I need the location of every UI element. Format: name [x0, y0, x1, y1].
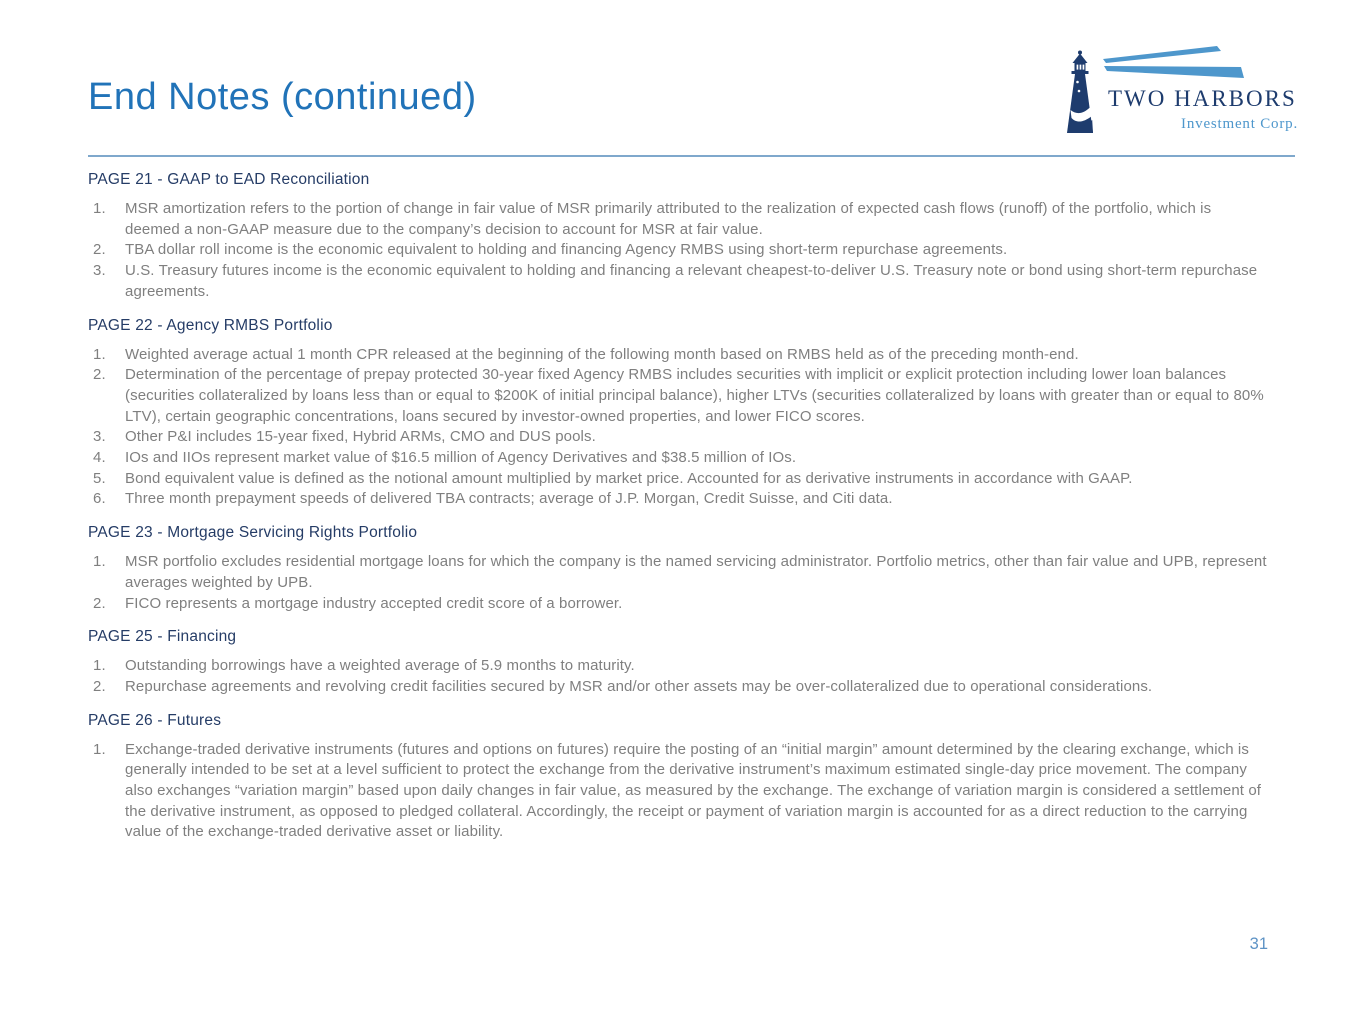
item-number: 5. — [93, 469, 106, 487]
item-number: 1. — [93, 657, 106, 675]
note-item — [88, 552, 1270, 593]
item-number: 1. — [93, 345, 106, 363]
item-text: MSR portfolio excludes residential mortgage loans for which the company is the named servicing administrator. Portfolio metrics, other than fair value and UPB, represent averages weighted by UPB. — [125, 553, 1267, 591]
section-page-25 — [88, 628, 1270, 697]
note-item — [88, 594, 1270, 615]
note-item — [88, 656, 1270, 677]
item-text: Other P&I includes 15-year fixed, Hybrid ARMs, CMO and DUS pools. — [125, 428, 596, 446]
section-heading: PAGE 23 - Mortgage Servicing Rights Portfolio — [88, 524, 418, 542]
item-text: TBA dollar roll income is the economic equivalent to holding and financing Agency RMBS using short-term repurchase agreements. — [125, 241, 1008, 259]
item-text: Weighted average actual 1 month CPR released at the beginning of the following month based on RMBS held as of the preceding month-end. — [125, 345, 1079, 363]
light-beam-lower — [1104, 66, 1244, 78]
item-number: 3. — [93, 262, 106, 280]
note-list — [88, 345, 1270, 511]
logo-subtitle: Investment Corp. — [1181, 116, 1298, 132]
section-page-22 — [88, 317, 1270, 511]
note-item — [88, 740, 1270, 844]
note-item — [88, 677, 1270, 698]
item-number: 2. — [93, 594, 106, 612]
item-number: 1. — [93, 200, 106, 217]
company-logo — [1063, 46, 1298, 138]
section-page-23 — [88, 524, 1270, 614]
item-text: U.S. Treasury futures income is the economic equivalent to holding and financing a relevant cheapest-to-deliver U.S. Treasury note or bond using short-term repurchase agreements. — [125, 262, 1258, 300]
item-number: 1. — [93, 740, 106, 758]
page-title: End Notes (continued) — [88, 76, 477, 118]
note-item — [88, 240, 1270, 261]
note-item — [88, 199, 1270, 240]
light-beam-upper — [1103, 46, 1221, 63]
item-number: 1. — [93, 553, 106, 571]
section-heading: PAGE 21 - GAAP to EAD Reconciliation — [88, 171, 370, 188]
item-text: Bond equivalent value is defined as the notional amount multiplied by market price. Accounted for as derivative instruments in accordance with GAAP. — [125, 469, 1133, 487]
section-page-21 — [88, 171, 1270, 303]
logo-company-name: TWO HARBORS — [1108, 86, 1297, 111]
section-heading: PAGE 25 - Financing — [88, 628, 237, 646]
end-notes-content — [88, 157, 1270, 843]
item-text: IOs and IIOs represent market value of $16.5 million of Agency Derivatives and $38.5 million of IOs. — [125, 449, 797, 467]
item-number: 2. — [93, 677, 106, 695]
note-item — [88, 489, 1270, 510]
item-text: Exchange-traded derivative instruments (futures and options on futures) require the posting of an “initial margin” amount determined by the clearing exchange, which is generally intended to be set at a level sufficient to protect the exchange from the derivative instrument’s maximum estimated single-day price movement. The company also exchanges “variation margin” based upon daily changes in fair value, as measured by the exchange. The exchange of variation margin is considered a settlement of the derivative instrument, as opposed to pledged collateral. Accordingly, the receipt or payment of variation margin is accounted for as a direct reduction to the carrying value of the exchange-traded derivative asset or liability. — [125, 740, 1262, 841]
item-text: Outstanding borrowings have a weighted average of 5.9 months to maturity. — [125, 657, 635, 675]
section-heading: PAGE 22 - Agency RMBS Portfolio — [88, 316, 333, 334]
note-item — [88, 365, 1270, 427]
note-list — [88, 740, 1270, 844]
note-item — [88, 448, 1270, 469]
item-text: Three month prepayment speeds of delivered TBA contracts; average of J.P. Morgan, Credit Suisse, and Citi data. — [125, 490, 893, 508]
note-item — [88, 469, 1270, 490]
note-item — [88, 345, 1270, 366]
section-page-26 — [88, 712, 1270, 844]
item-number: 2. — [93, 241, 106, 259]
item-number: 2. — [93, 366, 106, 384]
note-item — [88, 427, 1270, 448]
note-list — [88, 656, 1270, 697]
item-number: 3. — [93, 428, 106, 446]
item-number: 4. — [93, 449, 106, 467]
note-item — [88, 261, 1270, 302]
item-text: Repurchase agreements and revolving credit facilities secured by MSR and/or other assets may be over-collateralized due to operational considerations. — [125, 677, 1153, 695]
section-heading: PAGE 26 - Futures — [88, 711, 222, 729]
page-number: 31 — [1249, 935, 1268, 953]
note-list — [88, 199, 1270, 303]
item-text: MSR amortization refers to the portion of change in fair value of MSR primarily attributed to the realization of expected cash flows (runoff) of the portfolio, which is deemed a non-GAAP measure due to the company’s decision to account for MSR at fair value. — [125, 200, 1212, 238]
item-number: 6. — [93, 490, 106, 508]
note-list — [88, 552, 1270, 614]
item-text: Determination of the percentage of prepay protected 30-year fixed Agency RMBS includes securities with implicit or explicit protection including lower loan balances (securities collateralized by loans less than or equal to $200K of initial principal balance), higher LTVs (securities collateralized by loans with greater than or equal to 80% LTV), certain geographic concentrations, loans secured by investor-owned properties, and lower FICO scores. — [125, 366, 1264, 425]
item-text: FICO represents a mortgage industry accepted credit score of a borrower. — [125, 594, 623, 612]
